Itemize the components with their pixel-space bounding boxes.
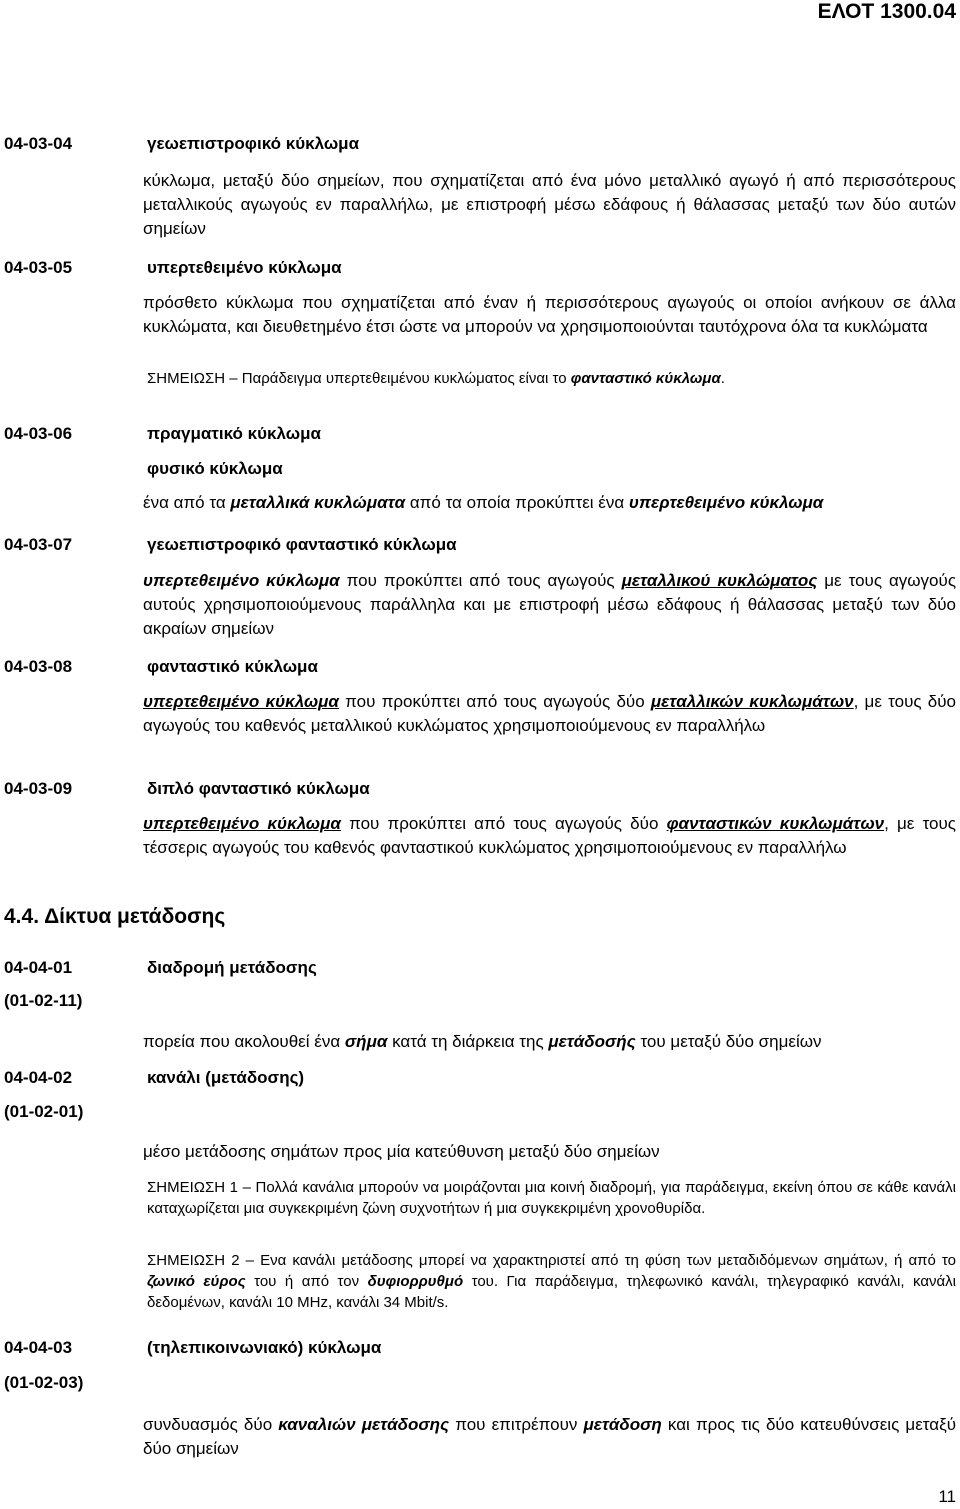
entry-note-1: ΣΗΜΕΙΩΣΗ 1 – Πολλά κανάλια μπορούν να μοιράζονται μια κοινή διαδρομή, για παράδειγμα, εκείνη όπου σε κάθε κανάλι καταχωρίζεται μια συγκεκριμένη ζώνη συχνοτήτων ή μια συγκεκριμένη χρονοθυρίδα. [147,1179,956,1217]
entry-term: κανάλι (μετάδοσης) [147,1068,305,1087]
entry-definition: πρόσθετο κύκλωμα που σχηματίζεται από έναν ή περισσότερους αγωγούς οι οποίοι ανήκουν σε άλλα κυκλώματα, και διευθετημένο έτσι ώστε να μπορούν να χρησιμοποιούνται ταυτόχρονα όλα τα κυκλώματα [143,293,956,336]
entry-definition: συνδυασμός δύο καναλιών μετάδοσης που επιτρέπουν μετάδοση και προς τις δύο κατευθύνσεις μεταξύ δύο σημείων [143,1415,956,1458]
entry-code: 04-04-01 [4,958,73,977]
entry-definition: υπερτεθειμένο κύκλωμα που προκύπτει από τους αγωγούς δύο μεταλλικών κυκλωμάτων, με τους δύο αγωγούς του καθενός μεταλλικού κυκλώματος χρησιμοποιούμενους εν παραλλήλω [143,692,957,735]
entry-definition: υπερτεθειμένο κύκλωμα που προκύπτει από τους αγωγούς δύο φανταστικών κυκλωμάτων, με τους τέσσερις αγωγούς του καθενός φανταστικού κυκλώματος χρησιμοποιούμενους εν παραλλήλω [143,814,956,857]
entry-definition: πορεία που ακολουθεί ένα σήμα κατά τη διάρκεια της μετάδοσής του μεταξύ δύο σημείων [143,1032,822,1051]
note-term: φανταστικό κύκλωμα [570,370,721,387]
entry-term: πραγματικό κύκλωμα [147,424,321,443]
entry-term: υπερτεθειμένο κύκλωμα [147,258,342,277]
page-header-standard: ΕΛΟΤ 1300.04 [817,0,956,23]
entry-note-2: ΣΗΜΕΙΩΣΗ 2 – Ενα κανάλι μετάδοσης μπορεί να χαρακτηριστεί από τη φύση των μεταδιδόμενων σημάτων, ή από το ζωνικό εύρος του ή από τον δυφιορρυθμό του. Για παράδειγμα, τηλεφωνικό κανάλι, τηλεγραφικό κανάλι, κανάλι δεδομένων, κανάλι 10 MHz, κανάλι 34 Mbit/s. [147,1252,957,1311]
entry-reference: (01-02-03) [4,1373,84,1392]
entry-code: 04-03-09 [4,779,73,798]
entry-code: 04-04-02 [4,1068,73,1087]
entry-definition: υπερτεθειμένο κύκλωμα που προκύπτει από τους αγωγούς μεταλλικού κυκλώματος με τους αγωγούς αυτούς χρησιμοποιούμενους παράλληλα και με επιστροφή μέσω εδάφους ή θάλασσας μεταξύ των δύο ακραίων σημείων [143,571,957,638]
entry-term: διαδρομή μετάδοσης [147,958,317,977]
entry-reference: (01-02-01) [4,1102,84,1121]
section-title: 4.4. Δίκτυα μετάδοσης [4,905,226,928]
entry-term: φανταστικό κύκλωμα [147,657,318,676]
entry-definition: ένα από τα μεταλλικά κυκλώματα από τα οποία προκύπτει ένα υπερτεθειμένο κύκλωμα [143,493,824,512]
entry-reference: (01-02-11) [4,991,83,1010]
entry-code: 04-03-05 [4,258,73,277]
entry-code: 04-03-04 [4,134,73,153]
page-number: 11 [938,1487,956,1506]
entry-code: 04-04-03 [4,1338,73,1357]
entry-note: ΣΗΜΕΙΩΣΗ – Παράδειγμα υπερτεθειμένου κυκλώματος είναι το φανταστικό κύκλωμα. [147,370,725,387]
entry-synonym: φυσικό κύκλωμα [147,459,283,478]
entry-code: 04-03-07 [4,535,73,554]
entry-definition: κύκλωμα, μεταξύ δύο σημείων, που σχηματίζεται από ένα μόνο μεταλλικό αγωγό ή από περισσότερους μεταλλικούς αγωγούς εν παραλλήλω, με επιστροφή μέσω εδάφους ή θάλασσας μεταξύ των δύο αυτών σημείων [143,171,956,238]
entry-definition: μέσο μετάδοσης σημάτων προς μία κατεύθυνση μεταξύ δύο σημείων [143,1142,660,1161]
entry-term: (τηλεπικοινωνιακό) κύκλωμα [147,1338,382,1357]
entry-term: γεωεπιστροφικό κύκλωμα [147,134,360,153]
entry-code: 04-03-06 [4,424,73,443]
entry-term: γεωεπιστροφικό φανταστικό κύκλωμα [147,535,457,554]
entry-code: 04-03-08 [4,657,73,676]
entry-term: διπλό φανταστικό κύκλωμα [147,779,370,798]
